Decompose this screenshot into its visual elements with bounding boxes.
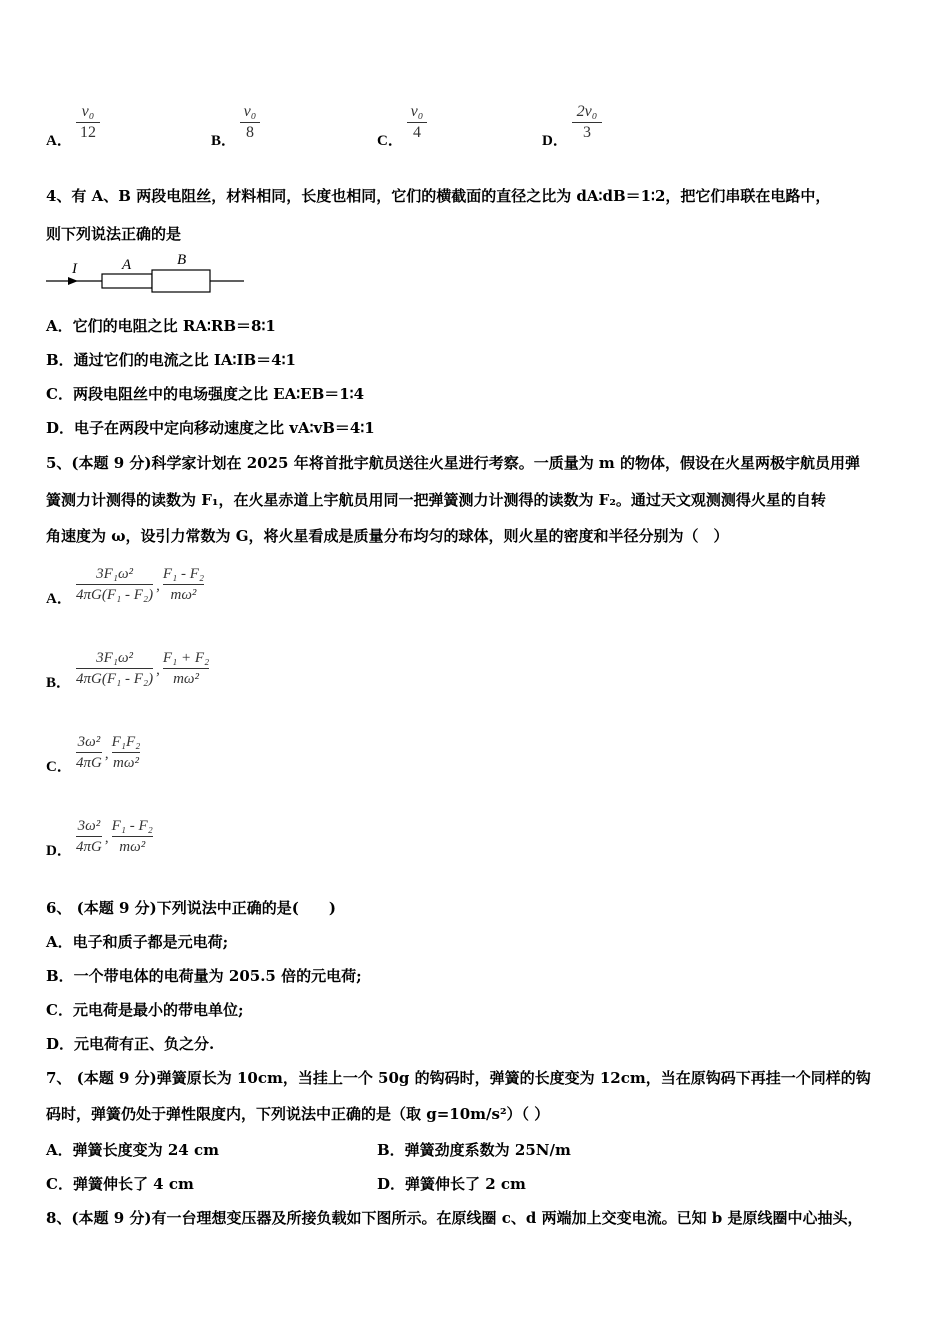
q7-option-b: B．弹簧劲度系数为 25N/m bbox=[377, 1141, 571, 1159]
q5-option-a-radius: F₁ - F₂ mω² bbox=[162, 566, 205, 603]
q3-option-d-fraction bbox=[572, 103, 602, 142]
q4-option-d: D．电子在两段中定向移动速度之比 vA∶vB＝4∶1 bbox=[46, 419, 375, 437]
q3-option-a-label: A． bbox=[46, 133, 72, 149]
q4-stem-line2: 则下列说法正确的是 bbox=[46, 225, 182, 243]
q8-stem-line1: 8、(本题 9 分)有一台理想变压器及所接负载如下图所示。在原线圈 c、d 两端加上交变电流。已知 b 是原线圈中心抽头， bbox=[46, 1209, 863, 1227]
q4-option-b: B．通过它们的电流之比 IA∶IB＝4∶1 bbox=[46, 351, 296, 369]
q7-stem-line2: 码时，弹簧仍处于弹性限度内，下列说法中正确的是（取 g=10m/s²）（ ） bbox=[46, 1105, 550, 1123]
q5-option-d-radius: F₁ - F₂ mω² bbox=[111, 818, 153, 855]
circuit-resistor-b-label: B bbox=[177, 252, 187, 268]
q6-option-b: B．一个带电体的电荷量为 205.5 倍的元电荷; bbox=[46, 967, 362, 985]
circuit-current-label: I bbox=[72, 261, 77, 277]
q3-option-a-den: 12 bbox=[80, 124, 96, 141]
q3-option-b-den: 8 bbox=[246, 124, 254, 141]
q5-option-b-formula: 3F₁ω² 4πG(F₁ - F₂) , F₁ + F₂ mω² bbox=[76, 650, 210, 687]
q5-option-d-density: 3ω² 4πG bbox=[76, 818, 102, 855]
q7-option-a: A．弹簧长度变为 24 cm bbox=[46, 1141, 219, 1159]
q3-option-b-num: v₀ bbox=[243, 103, 257, 120]
q5-option-a-label: A． bbox=[46, 591, 72, 607]
q5-stem-line2: 簧测力计测得的读数为 F₁，在火星赤道上宇航员用同一把弹簧测力计测得的读数为 F₂。通过天文观测测得火星的自转 bbox=[46, 491, 826, 509]
q5-stem-line1: 5、(本题 9 分)科学家计划在 2025 年将首批宇航员送往火星进行考察。一质量为 m 的物体，假设在火星两极宇航员用弹 bbox=[46, 454, 861, 472]
q6-option-d: D．元电荷有正、负之分. bbox=[46, 1035, 215, 1053]
q6-option-c: C．元电荷是最小的带电单位; bbox=[46, 1001, 244, 1019]
q5-stem-line3: 角速度为 ω，设引力常数为 G，将火星看成是质量分布均匀的球体，则火星的密度和半径分别为（ ） bbox=[46, 527, 729, 545]
q6-stem: 6、 (本题 9 分)下列说法中正确的是( ) bbox=[46, 899, 336, 917]
q5-option-c-label: C． bbox=[46, 759, 72, 775]
q3-option-c-den: 4 bbox=[413, 124, 421, 141]
q5-option-b-label: B． bbox=[46, 675, 72, 691]
q3-option-d-label: D． bbox=[542, 133, 568, 149]
q3-option-d-den: 3 bbox=[583, 124, 591, 141]
q4-circuit-diagram bbox=[44, 250, 249, 296]
circuit-resistor-a-label: A bbox=[122, 257, 132, 273]
q7-option-c: C．弹簧伸长了 4 cm bbox=[46, 1175, 194, 1193]
q5-option-a-density: 3F₁ω² 4πG(F₁ - F₂) bbox=[76, 566, 154, 603]
q7-stem-line1: 7、 (本题 9 分)弹簧原长为 10cm，当挂上一个 50g 的钩码时，弹簧的长度变为 12cm，当在原钩码下再挂一个同样的钩 bbox=[46, 1069, 871, 1087]
q3-option-c-num: v₀ bbox=[410, 103, 424, 120]
q3-option-c-fraction bbox=[407, 103, 427, 142]
q3-option-b-label: B． bbox=[211, 133, 237, 149]
q4-option-c: C．两段电阻丝中的电场强度之比 EA∶EB＝1∶4 bbox=[46, 385, 365, 403]
q3-option-a-num: v₀ bbox=[81, 103, 95, 120]
q3-option-a-fraction bbox=[76, 103, 100, 142]
q4-stem-line1: 4、有 A、B 两段电阻丝，材料相同，长度也相同，它们的横截面的直径之比为 dA∶dB＝1∶2，把它们串联在电路中， bbox=[46, 187, 831, 205]
q5-option-c-density: 3ω² 4πG bbox=[76, 734, 102, 771]
q5-option-c-formula: 3ω² 4πG , F₁F₂ mω² bbox=[76, 734, 141, 771]
q3-option-b-fraction bbox=[240, 103, 260, 142]
q7-option-d: D．弹簧伸长了 2 cm bbox=[377, 1175, 526, 1193]
q3-option-c-label: C． bbox=[377, 133, 403, 149]
q5-option-a-formula: 3F₁ω² 4πG(F₁ - F₂) , F₁ - F₂ mω² bbox=[76, 566, 205, 603]
q6-option-a: A．电子和质子都是元电荷; bbox=[46, 933, 229, 951]
q5-option-d-formula: 3ω² 4πG , F₁ - F₂ mω² bbox=[76, 818, 153, 855]
q5-option-c-radius: F₁F₂ mω² bbox=[111, 734, 141, 771]
q5-option-d-label: D． bbox=[46, 843, 72, 859]
q5-option-b-radius: F₁ + F₂ mω² bbox=[162, 650, 210, 687]
q5-option-b-density: 3F₁ω² 4πG(F₁ - F₂) bbox=[76, 650, 154, 687]
q3-option-d-num: 2v₀ bbox=[576, 103, 598, 120]
q4-option-a: A．它们的电阻之比 RA∶RB＝8∶1 bbox=[46, 317, 276, 335]
